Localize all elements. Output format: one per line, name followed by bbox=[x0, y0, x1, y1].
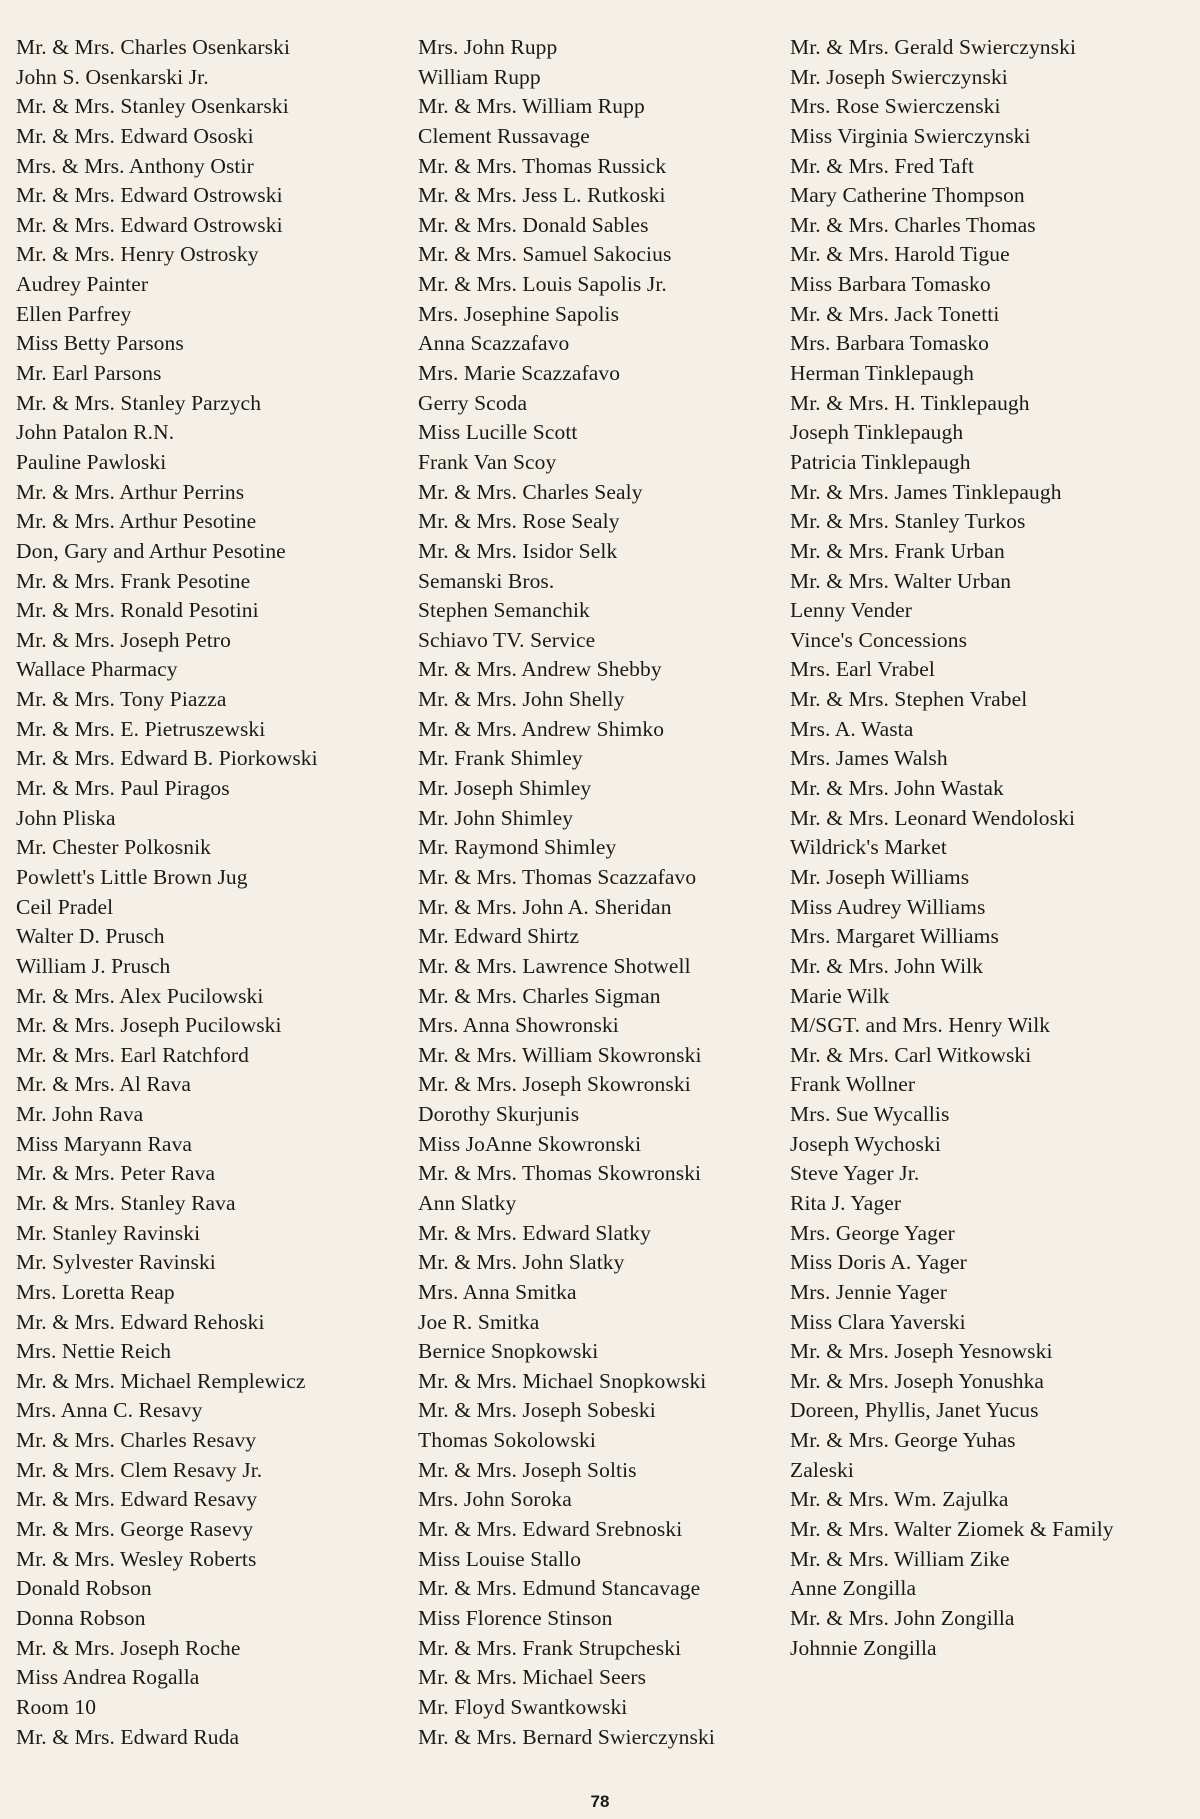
list-item: Powlett's Little Brown Jug bbox=[16, 864, 248, 889]
list-item: Mr. & Mrs. Charles Sigman bbox=[418, 983, 661, 1008]
list-item: Mrs. Anna Showronski bbox=[418, 1013, 619, 1038]
list-item: Mr. & Mrs. Frank Urban bbox=[790, 538, 1005, 563]
list-item: Mr. & Mrs. Joseph Petro bbox=[16, 627, 231, 652]
list-item: Mr. & Mrs. George Yuhas bbox=[790, 1428, 1016, 1453]
list-item: Mr. & Mrs. Michael Snopkowski bbox=[418, 1368, 707, 1393]
list-item: Mr. John Shimley bbox=[418, 805, 574, 830]
list-item: Miss Audrey Williams bbox=[790, 894, 986, 919]
list-item: Mr. & Mrs. Andrew Shimko bbox=[418, 716, 665, 741]
list-item: Mr. & Mrs. Stanley Parzych bbox=[16, 390, 262, 415]
list-item: Mr. & Mrs. Louis Sapolis Jr. bbox=[418, 272, 667, 297]
list-item: Mr. & Mrs. Edward Ososki bbox=[16, 123, 254, 148]
list-item: Miss Lucille Scott bbox=[418, 420, 578, 445]
list-item: Mr. & Mrs. Al Rava bbox=[16, 1072, 191, 1097]
list-item: Mr. & Mrs. E. Pietruszewski bbox=[16, 716, 266, 741]
list-item: Mr. & Mrs. Frank Strupcheski bbox=[418, 1635, 682, 1660]
list-item: Mr. & Mrs. Charles Sealy bbox=[418, 479, 643, 504]
list-item: Mrs. Barbara Tomasko bbox=[790, 331, 989, 356]
list-item: Mr. & Mrs. John A. Sheridan bbox=[418, 894, 672, 919]
list-item: Mr. & Mrs. Edward Ruda bbox=[16, 1724, 240, 1749]
list-item: Mr. & Mrs. Jess L. Rutkoski bbox=[418, 183, 666, 208]
list-item: Mr. & Mrs. William Rupp bbox=[418, 94, 645, 119]
list-item: Mr. John Rava bbox=[16, 1102, 144, 1127]
list-item: Mr. & Mrs. Stanley Osenkarski bbox=[16, 94, 289, 119]
list-item: Mr. & Mrs. Joseph Pucilowski bbox=[16, 1013, 282, 1038]
list-item: Mrs. Rose Swierczenski bbox=[790, 94, 1001, 119]
list-item: Mr. & Mrs. H. Tinklepaugh bbox=[790, 390, 1030, 415]
list-item: Mrs. George Yager bbox=[790, 1220, 955, 1245]
list-item: Donald Robson bbox=[16, 1576, 152, 1601]
list-item: Mr. & Mrs. Joseph Yesnowski bbox=[790, 1339, 1053, 1364]
list-item: Zaleski bbox=[790, 1457, 854, 1482]
list-item: Mr. & Mrs. Edward Ostrowski bbox=[16, 183, 283, 208]
list-item: Mr. & Mrs. James Tinklepaugh bbox=[790, 479, 1062, 504]
list-item: Mr. & Mrs. Thomas Russick bbox=[418, 153, 667, 178]
list-item: Mr. & Mrs. George Rasevy bbox=[16, 1517, 254, 1542]
list-item: Steve Yager Jr. bbox=[790, 1161, 920, 1186]
list-item: Mr. & Mrs. Earl Ratchford bbox=[16, 1042, 249, 1067]
list-item: Joe R. Smitka bbox=[418, 1309, 540, 1334]
list-item: Anne Zongilla bbox=[790, 1576, 917, 1601]
list-item: Mr. & Mrs. Paul Piragos bbox=[16, 776, 230, 801]
list-item: John Patalon R.N. bbox=[16, 420, 175, 445]
list-item: Rita J. Yager bbox=[790, 1190, 902, 1215]
list-item: Mr. Joseph Shimley bbox=[418, 776, 592, 801]
list-item: Wildrick's Market bbox=[790, 835, 947, 860]
list-item: Miss Louise Stallo bbox=[418, 1546, 582, 1571]
list-item: Herman Tinklepaugh bbox=[790, 361, 974, 386]
list-item: John S. Osenkarski Jr. bbox=[16, 64, 209, 89]
list-item: Miss Florence Stinson bbox=[418, 1605, 613, 1630]
list-item: Miss Doris A. Yager bbox=[790, 1250, 967, 1275]
list-item: Mr. & Mrs. Thomas Scazzafavo bbox=[418, 864, 697, 889]
list-item: Mrs. James Walsh bbox=[790, 746, 948, 771]
name-column-3 bbox=[790, 33, 1195, 1663]
list-item: Mr. Chester Polkosnik bbox=[16, 835, 212, 860]
list-item: Mr. & Mrs. Charles Thomas bbox=[790, 212, 1036, 237]
list-item: Mr. & Mrs. John Wastak bbox=[790, 776, 1004, 801]
list-item: Mr. & Mrs. Arthur Perrins bbox=[16, 479, 245, 504]
list-item: Ann Slatky bbox=[418, 1190, 517, 1215]
list-item: Vince's Concessions bbox=[790, 627, 968, 652]
list-item: Don, Gary and Arthur Pesotine bbox=[16, 538, 286, 563]
list-item: Pauline Pawloski bbox=[16, 449, 167, 474]
list-item: Mr. & Mrs. Stanley Rava bbox=[16, 1190, 236, 1215]
list-item: Mr. Frank Shimley bbox=[418, 746, 583, 771]
list-item: Mr. & Mrs. Frank Pesotine bbox=[16, 568, 251, 593]
list-item: Mrs. Jennie Yager bbox=[790, 1279, 947, 1304]
list-item: Room 10 bbox=[16, 1694, 97, 1719]
list-item: Mr. & Mrs. William Zike bbox=[790, 1546, 1010, 1571]
list-item: Mrs. A. Wasta bbox=[790, 716, 914, 741]
list-item: Mr. & Mrs. Joseph Skowronski bbox=[418, 1072, 691, 1097]
list-item: Mr. & Mrs. John Shelly bbox=[418, 687, 625, 712]
list-item: Mr. & Mrs. Jack Tonetti bbox=[790, 301, 1000, 326]
list-item: Mrs. & Mrs. Anthony Ostir bbox=[16, 153, 254, 178]
name-column-1 bbox=[16, 33, 406, 1752]
list-item: Mr. & Mrs. Michael Remplewicz bbox=[16, 1368, 306, 1393]
list-item: Mr. & Mrs. Edward Srebnoski bbox=[418, 1517, 683, 1542]
list-item: Mr. & Mrs. Peter Rava bbox=[16, 1161, 216, 1186]
list-item: Mrs. John Soroka bbox=[418, 1487, 572, 1512]
list-item: Semanski Bros. bbox=[418, 568, 555, 593]
list-item: Mr. & Mrs. Thomas Skowronski bbox=[418, 1161, 702, 1186]
list-item: Mr. & Mrs. William Skowronski bbox=[418, 1042, 702, 1067]
list-item: Mr. & Mrs. Samuel Sakocius bbox=[418, 242, 672, 267]
list-item: Mr. & Mrs. Tony Piazza bbox=[16, 687, 227, 712]
list-item: Mr. & Mrs. Walter Ziomek & Family bbox=[790, 1517, 1114, 1542]
list-item: Mr. & Mrs. Carl Witkowski bbox=[790, 1042, 1032, 1067]
list-item: Mr. & Mrs. Michael Seers bbox=[418, 1665, 647, 1690]
list-item: Mr. & Mrs. Bernard Swierczynski bbox=[418, 1724, 715, 1749]
list-item: Audrey Painter bbox=[16, 272, 149, 297]
list-item: Mr. Earl Parsons bbox=[16, 361, 162, 386]
list-item: Mrs. Margaret Williams bbox=[790, 924, 999, 949]
list-item: Mr. & Mrs. Edward B. Piorkowski bbox=[16, 746, 318, 771]
name-column-2 bbox=[418, 33, 784, 1752]
list-item: Mr. & Mrs. Joseph Yonushka bbox=[790, 1368, 1045, 1393]
list-item: Doreen, Phyllis, Janet Yucus bbox=[790, 1398, 1039, 1423]
list-item: Mr. & Mrs. Gerald Swierczynski bbox=[790, 35, 1077, 59]
list-item: Miss Barbara Tomasko bbox=[790, 272, 991, 297]
list-item: Wallace Pharmacy bbox=[16, 657, 178, 682]
list-item: Mr. Joseph Williams bbox=[790, 864, 970, 889]
list-item: Mr. & Mrs. Stephen Vrabel bbox=[790, 687, 1028, 712]
list-item: Mrs. Josephine Sapolis bbox=[418, 301, 620, 326]
list-item: Mr. & Mrs. Harold Tigue bbox=[790, 242, 1010, 267]
list-item: Mr. & Mrs. Stanley Turkos bbox=[790, 509, 1026, 534]
list-item: Mr. & Mrs. Isidor Selk bbox=[418, 538, 618, 563]
list-item: Mr. & Mrs. Leonard Wendoloski bbox=[790, 805, 1076, 830]
list-item: William Rupp bbox=[418, 64, 541, 89]
list-item: Joseph Wychoski bbox=[790, 1131, 941, 1156]
list-item: Mr. & Mrs. Arthur Pesotine bbox=[16, 509, 257, 534]
list-item: Mr. & Mrs. Edward Resavy bbox=[16, 1487, 258, 1512]
list-item: Mr. & Mrs. Fred Taft bbox=[790, 153, 975, 178]
list-item: M/SGT. and Mrs. Henry Wilk bbox=[790, 1013, 1051, 1038]
list-item: Mrs. John Rupp bbox=[418, 35, 558, 59]
list-item: Mr. & Mrs. Joseph Roche bbox=[16, 1635, 241, 1660]
list-item: Frank Van Scoy bbox=[418, 449, 557, 474]
list-item: Mr. & Mrs. Lawrence Shotwell bbox=[418, 953, 691, 978]
list-item: Miss Betty Parsons bbox=[16, 331, 184, 356]
list-item: Mr. & Mrs. Edward Rehoski bbox=[16, 1309, 265, 1334]
list-item: Johnnie Zongilla bbox=[790, 1635, 937, 1660]
list-item: Ellen Parfrey bbox=[16, 301, 132, 326]
list-item: Clement Russavage bbox=[418, 123, 590, 148]
list-item: Mr. & Mrs. Edward Slatky bbox=[418, 1220, 651, 1245]
list-item: Ceil Pradel bbox=[16, 894, 114, 919]
list-item: Mr. & Mrs. Joseph Sobeski bbox=[418, 1398, 656, 1423]
list-item: Walter D. Prusch bbox=[16, 924, 165, 949]
list-item: Mr. Floyd Swantkowski bbox=[418, 1694, 628, 1719]
list-item: Miss JoAnne Skowronski bbox=[418, 1131, 642, 1156]
list-item: Gerry Scoda bbox=[418, 390, 528, 415]
list-item: Mr. & Mrs. Charles Resavy bbox=[16, 1428, 257, 1453]
list-item: Bernice Snopkowski bbox=[418, 1339, 599, 1364]
list-item: Mr. & Mrs. John Slatky bbox=[418, 1250, 625, 1275]
list-item: Mary Catherine Thompson bbox=[790, 183, 1025, 208]
list-item: Frank Wollner bbox=[790, 1072, 916, 1097]
list-item: Mr. Edward Shirtz bbox=[418, 924, 580, 949]
list-item: Mr. & Mrs. Edward Ostrowski bbox=[16, 212, 283, 237]
list-item: Mr. & Mrs. Wm. Zajulka bbox=[790, 1487, 1009, 1512]
page-number: 78 bbox=[590, 1792, 610, 1811]
list-item: Mr. & Mrs. Ronald Pesotini bbox=[16, 598, 259, 623]
list-item: Mr. Joseph Swierczynski bbox=[790, 64, 1008, 89]
list-item: Miss Andrea Rogalla bbox=[16, 1665, 200, 1690]
list-item: Patricia Tinklepaugh bbox=[790, 449, 971, 474]
list-item: Mr. & Mrs. Andrew Shebby bbox=[418, 657, 662, 682]
list-item: Mr. & Mrs. Alex Pucilowski bbox=[16, 983, 264, 1008]
list-item: Joseph Tinklepaugh bbox=[790, 420, 964, 445]
list-item: Donna Robson bbox=[16, 1605, 146, 1630]
list-item: Mr. & Mrs. Rose Sealy bbox=[418, 509, 620, 534]
list-item: Dorothy Skurjunis bbox=[418, 1102, 580, 1127]
list-item: Miss Virginia Swierczynski bbox=[790, 123, 1031, 148]
list-item: Mr. & Mrs. Joseph Soltis bbox=[418, 1457, 637, 1482]
list-item: Mr. & Mrs. Clem Resavy Jr. bbox=[16, 1457, 263, 1482]
list-item: Marie Wilk bbox=[790, 983, 890, 1008]
list-item: Mrs. Anna C. Resavy bbox=[16, 1398, 203, 1423]
list-item: Mr. & Mrs. Donald Sables bbox=[418, 212, 649, 237]
list-item: Lenny Vender bbox=[790, 598, 913, 623]
list-item: William J. Prusch bbox=[16, 953, 171, 978]
list-item: Mrs. Earl Vrabel bbox=[790, 657, 935, 682]
list-item: Mr. & Mrs. Walter Urban bbox=[790, 568, 1012, 593]
list-item: Mr. & Mrs. Charles Osenkarski bbox=[16, 35, 291, 59]
list-item: Miss Clara Yaverski bbox=[790, 1309, 966, 1334]
list-item: John Pliska bbox=[16, 805, 116, 830]
list-item: Mr. Stanley Ravinski bbox=[16, 1220, 201, 1245]
list-item: Mr. Sylvester Ravinski bbox=[16, 1250, 216, 1275]
list-item: Mrs. Loretta Reap bbox=[16, 1279, 175, 1304]
list-item: Mr. & Mrs. Henry Ostrosky bbox=[16, 242, 259, 267]
list-item: Mr. & Mrs. Edmund Stancavage bbox=[418, 1576, 701, 1601]
list-item: Mrs. Marie Scazzafavo bbox=[418, 361, 621, 386]
list-item: Mrs. Anna Smitka bbox=[418, 1279, 577, 1304]
list-item: Thomas Sokolowski bbox=[418, 1428, 596, 1453]
list-item: Anna Scazzafavo bbox=[418, 331, 570, 356]
list-item: Mr. & Mrs. John Wilk bbox=[790, 953, 984, 978]
list-item: Mrs. Sue Wycallis bbox=[790, 1102, 950, 1127]
list-item: Mr. Raymond Shimley bbox=[418, 835, 617, 860]
list-item: Mr. & Mrs. John Zongilla bbox=[790, 1605, 1015, 1630]
list-item: Mr. & Mrs. Wesley Roberts bbox=[16, 1546, 257, 1571]
list-item: Schiavo TV. Service bbox=[418, 627, 596, 652]
list-item: Miss Maryann Rava bbox=[16, 1131, 193, 1156]
list-item: Stephen Semanchik bbox=[418, 598, 590, 623]
list-item: Mrs. Nettie Reich bbox=[16, 1339, 172, 1364]
